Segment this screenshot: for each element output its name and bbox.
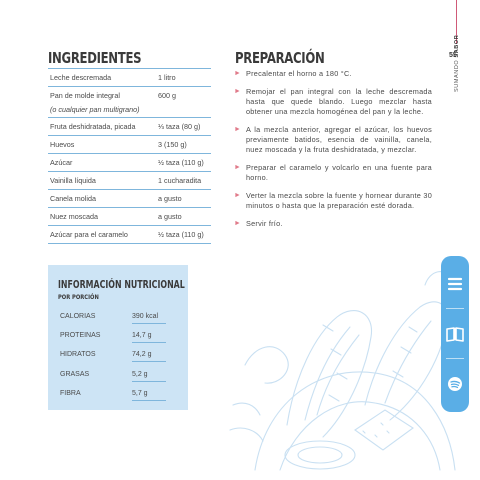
table-row	[48, 118, 211, 136]
section-label	[454, 35, 460, 92]
nutrient-value: 74,2 g	[132, 351, 166, 362]
dock-divider	[446, 308, 464, 309]
table-row	[48, 190, 211, 208]
step-text: Servir frío.	[246, 219, 283, 228]
table-row	[48, 69, 211, 87]
list-item	[234, 163, 432, 183]
ingredients-title: INGREDIENTES	[48, 49, 142, 67]
nutrition-row	[58, 371, 178, 383]
nutrient-value: 5,7 g	[132, 390, 166, 401]
ingredient-name: Canela molida	[50, 194, 96, 203]
table-row	[48, 136, 211, 154]
dock-divider	[446, 358, 464, 359]
ingredient-qty: 1 litro	[158, 73, 176, 82]
triangle-bullet-icon: ►	[234, 126, 242, 133]
nutrition-title: INFORMACIÓN NUTRICIONAL	[58, 279, 185, 291]
list-item	[234, 125, 432, 155]
ingredients-table	[48, 68, 211, 244]
spotify-button[interactable]	[441, 370, 469, 398]
nutrient-name: HIDRATOS	[60, 351, 96, 358]
triangle-bullet-icon: ►	[234, 88, 242, 95]
triangle-bullet-icon: ►	[234, 192, 242, 199]
section-label-light: SUMANDO	[454, 59, 460, 92]
ingredient-name: Huevos	[50, 140, 75, 149]
ingredient-name: Azúcar para el caramelo	[50, 230, 128, 239]
book-icon	[441, 320, 469, 348]
ingredient-qty: 3 (150 g)	[158, 140, 187, 149]
page-number: 55	[449, 52, 457, 59]
step-text: Preparar el caramelo y volcarlo en una fuente para horno.	[246, 163, 432, 182]
nutrient-value: 390 kcal	[132, 313, 166, 324]
section-label-bold: SABOR	[454, 34, 460, 58]
list-item	[234, 191, 432, 211]
ingredient-qty: a gusto	[158, 212, 182, 221]
ingredient-name: Pan de molde integral	[50, 91, 120, 100]
triangle-bullet-icon: ►	[234, 164, 242, 171]
ingredient-name: Leche descremada	[50, 73, 112, 82]
step-text: A la mezcla anterior, agregar el azúcar, los huevos previamente batidos, esencia de vainilla, canela, nuez moscada y la fruta deshidratada, y mezclar.	[246, 125, 432, 154]
step-text: Remojar el pan integral con la leche descremada hasta que quede blando. Luego mezclar hasta obtener una mezcla homogénea del pan y la leche.	[246, 87, 432, 116]
bread-illustration	[225, 255, 465, 480]
nutrient-name: PROTEINAS	[60, 332, 101, 339]
ingredient-qty: 1 cucharadita	[158, 176, 202, 185]
triangle-bullet-icon: ►	[234, 70, 242, 77]
nutrient-value: 14,7 g	[132, 332, 166, 343]
triangle-bullet-icon: ►	[234, 220, 242, 227]
list-item	[234, 219, 432, 229]
ingredient-name: Fruta deshidratada, picada	[50, 122, 136, 131]
nutrition-row	[58, 351, 178, 363]
ingredient-qty: ½ taza (110 g)	[158, 230, 204, 239]
table-row	[48, 154, 211, 172]
table-row	[48, 226, 211, 244]
menu-button[interactable]	[441, 270, 469, 298]
ingredient-qty: ⅓ taza (80 g)	[158, 122, 201, 131]
ingredient-name: Nuez moscada	[50, 212, 98, 221]
nutrient-name: FIBRA	[60, 390, 81, 397]
menu-icon	[441, 270, 469, 298]
nutrition-box	[48, 265, 188, 410]
list-item	[234, 69, 432, 79]
preparation-title: PREPARACIÓN	[235, 49, 325, 67]
nutrition-row	[58, 313, 178, 325]
nutrient-name: GRASAS	[60, 371, 90, 378]
table-row	[48, 87, 211, 118]
ingredient-note: (o cualquier pan multigrano)	[50, 105, 140, 114]
step-text: Precalentar el horno a 180 °C.	[246, 69, 352, 78]
side-dock	[441, 256, 469, 412]
ingredient-name: Azúcar	[50, 158, 73, 167]
book-button[interactable]	[441, 320, 469, 348]
nutrient-value: 5,2 g	[132, 371, 166, 382]
nutrition-subtitle: POR PORCIÓN	[58, 293, 99, 301]
step-text: Verter la mezcla sobre la fuente y hornear durante 30 minutos o hasta que la preparación esté dorada.	[246, 191, 432, 210]
nutrition-row	[58, 390, 178, 402]
list-item	[234, 87, 432, 117]
ingredient-qty: ½ taza (110 g)	[158, 158, 204, 167]
ingredient-qty: 600 g	[158, 91, 176, 100]
ingredient-qty: a gusto	[158, 194, 182, 203]
spotify-icon	[441, 370, 469, 398]
table-row	[48, 172, 211, 190]
ingredient-name: Vainilla líquida	[50, 176, 96, 185]
table-row	[48, 208, 211, 226]
preparation-list	[234, 69, 432, 237]
nutrition-row	[58, 332, 178, 344]
nutrient-name: CALORIAS	[60, 313, 96, 320]
